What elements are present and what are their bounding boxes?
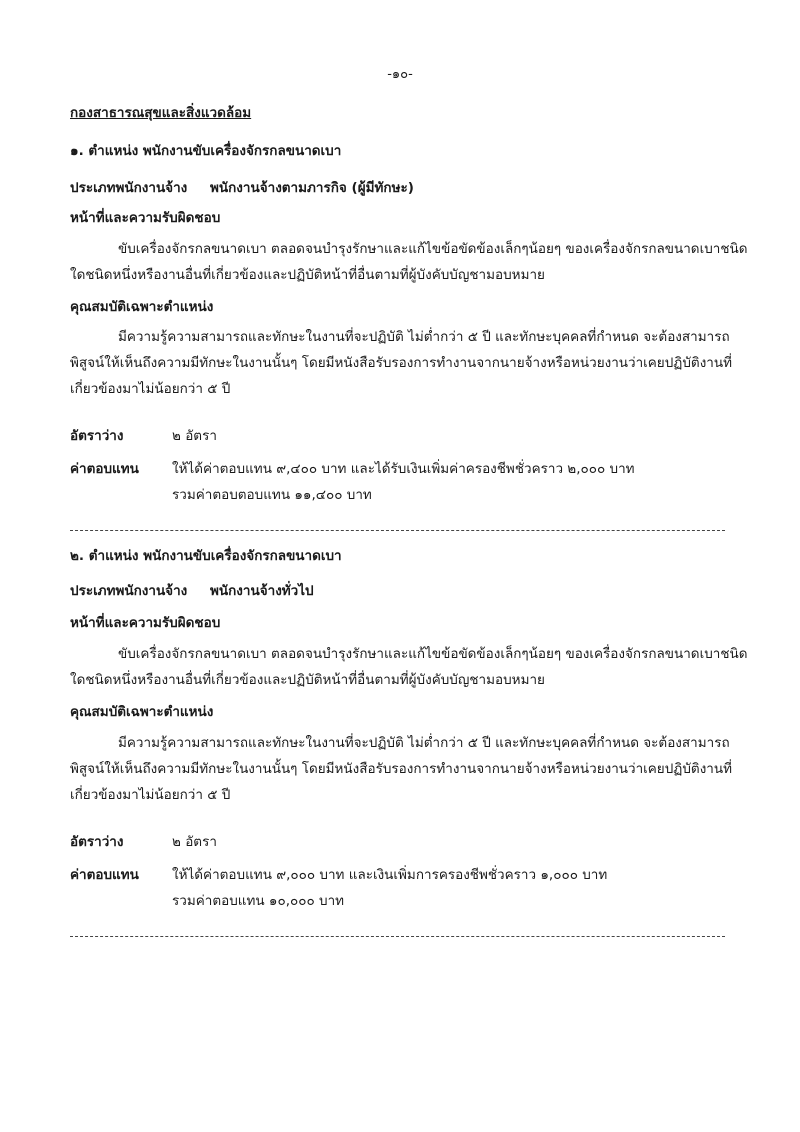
position-1-type-label: ประเภทพนักงานจ้าง <box>70 180 188 196</box>
position-1-qual-line: พิสูจน์ให้เห็นถึงความมีทักษะในงานนั้นๆ โดยมีหนังสือรับรองการทำงานจากนายจ้างหรือหน่วยงานว่าเคยปฏิบัติงานที่ <box>70 355 732 371</box>
position-2-vacancy-value: ๒ อัตรา <box>172 834 217 850</box>
position-2-duties-heading: หน้าที่และความรับผิดชอบ <box>70 615 221 631</box>
position-1-pay-line: รวมค่าตอบตอบแทน ๑๑,๔๐๐ บาท <box>172 487 372 503</box>
position-1-duties-line: ขับเครื่องจักรกลขนาดเบา ตลอดจนบำรุงรักษาและแก้ไขข้อขัดข้องเล็กๆน้อยๆ ของเครื่องจักรกลขนาดเบาชนิด <box>118 241 748 257</box>
position-2-title: ๒. ตำแหน่ง พนักงานขับเครื่องจักรกลขนาดเบา <box>70 548 342 564</box>
position-1-vacancy-value: ๒ อัตรา <box>172 428 217 444</box>
position-2-pay-label: ค่าตอบแทน <box>70 867 139 883</box>
position-2-qual-line: พิสูจน์ให้เห็นถึงความมีทักษะในงานนั้นๆ โดยมีหนังสือรับรองการทำงานจากนายจ้างหรือหน่วยงานว่าเคยปฏิบัติงานที่ <box>70 761 732 777</box>
position-1-type-value: พนักงานจ้างตามภารกิจ (ผู้มีทักษะ) <box>210 180 414 196</box>
position-2-qual-line: มีความรู้ความสามารถและทักษะในงานที่จะปฏิบัติ ไม่ต่ำกว่า ๕ ปี และทักษะบุคคลที่กำหนด จะต้องสามารถ <box>118 735 730 751</box>
section-divider <box>70 530 725 531</box>
position-1-qual-line: มีความรู้ความสามารถและทักษะในงานที่จะปฏิบัติ ไม่ต่ำกว่า ๕ ปี และทักษะบุคคลที่กำหนด จะต้องสามารถ <box>118 329 730 345</box>
position-1-qual-heading: คุณสมบัติเฉพาะตำแหน่ง <box>70 299 214 315</box>
position-2-pay-line: ให้ได้ค่าตอบแทน ๙,๐๐๐ บาท และเงินเพิ่มการครองชีพชั่วคราว ๑,๐๐๐ บาท <box>172 867 608 883</box>
position-1-title: ๑. ตำแหน่ง พนักงานขับเครื่องจักรกลขนาดเบา <box>70 143 342 159</box>
position-2-qual-heading: คุณสมบัติเฉพาะตำแหน่ง <box>70 704 214 720</box>
position-1-pay-label: ค่าตอบแทน <box>70 461 139 477</box>
position-1-duties-line: ใดชนิดหนึ่งหรืองานอื่นที่เกี่ยวข้องและปฏิบัติหน้าที่อื่นตามที่ผู้บังคับบัญชามอบหมาย <box>70 267 545 283</box>
position-2-vacancy-label: อัตราว่าง <box>70 834 124 850</box>
position-2-type-value: พนักงานจ้างทั่วไป <box>210 583 314 599</box>
position-1-pay-line: ให้ได้ค่าตอบแทน ๙,๔๐๐ บาท และได้รับเงินเพิ่มค่าครองชีพชั่วคราว ๒,๐๐๐ บาท <box>172 461 635 477</box>
position-1-duties-heading: หน้าที่และความรับผิดชอบ <box>70 210 221 226</box>
position-2-pay-line: รวมค่าตอบแทน ๑๐,๐๐๐ บาท <box>172 893 345 909</box>
position-2-duties-line: ใดชนิดหนึ่งหรืองานอื่นที่เกี่ยวข้องและปฏิบัติหน้าที่อื่นตามที่ผู้บังคับบัญชามอบหมาย <box>70 672 545 688</box>
position-2-qual-line: เกี่ยวข้องมาไม่น้อยกว่า ๕ ปี <box>70 787 231 803</box>
position-1-qual-line: เกี่ยวข้องมาไม่น้อยกว่า ๕ ปี <box>70 381 231 397</box>
page-number: -๑๐- <box>387 67 413 82</box>
position-2-duties-line: ขับเครื่องจักรกลขนาดเบา ตลอดจนบำรุงรักษาและแก้ไขข้อขัดข้องเล็กๆน้อยๆ ของเครื่องจักรกลขนาดเบาชนิด <box>118 646 748 662</box>
position-2-type-label: ประเภทพนักงานจ้าง <box>70 583 188 599</box>
position-1-vacancy-label: อัตราว่าง <box>70 428 124 444</box>
department-heading: กองสาธารณสุขและสิ่งแวดล้อม <box>70 105 252 121</box>
section-divider <box>70 936 725 937</box>
